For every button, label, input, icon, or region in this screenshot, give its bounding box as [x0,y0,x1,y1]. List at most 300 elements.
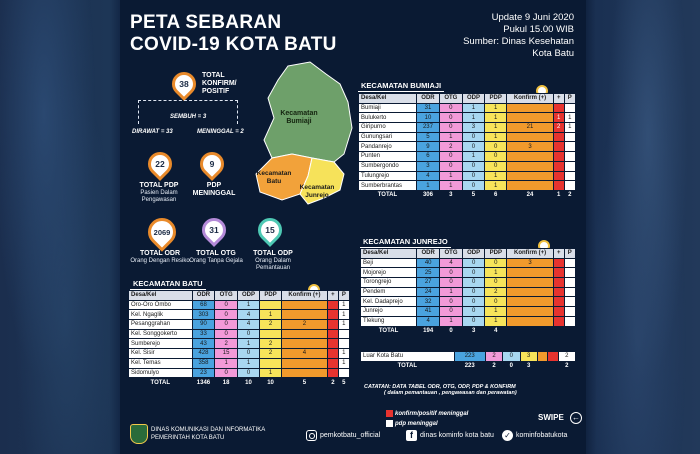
table-cell: 1 [485,268,507,278]
total-cell: 3 [520,361,537,371]
row-label: Pesanggrahan [129,320,193,330]
legend-konfirm-text: konfirm/positif meninggal [395,411,469,418]
table-cell: 1 [338,320,349,330]
sembuh-text: SEMBUH = 3 [170,114,207,120]
table-cell: 0 [462,278,485,288]
table-cell [328,339,339,349]
odr-label: TOTAL ODR [139,250,181,257]
row-label: Mojorejo [361,268,417,278]
table-cell: 0 [237,349,259,359]
table-row [129,300,350,310]
odr-sub: Orang Dengan Resiko [130,258,190,264]
table-total-row [361,361,576,371]
bumiaji-table [358,93,576,201]
table-cell: 68 [192,300,215,310]
update-info [463,12,574,60]
table-cell: 0 [440,161,463,171]
row-label: Kel. Sisir [129,349,193,359]
table-cell [564,287,575,297]
twitter-icon: ✓ [502,430,513,441]
row-label: Luar Kota Batu [361,352,455,362]
row-label: Junrejo [361,307,417,317]
table-cell: 4 [440,258,463,268]
table-cell: 0 [462,268,485,278]
row-label: Sumbergondo [359,161,417,171]
update-source: Sumber: Dinas Kesehatan [463,36,574,47]
table-cell: 2 [485,287,507,297]
pdp-pin-icon [143,147,177,181]
table-row [361,278,576,288]
table-cell: 0 [485,278,507,288]
table-cell [553,142,564,152]
pdp-stat [128,182,190,204]
konfirm-pin-icon [167,67,201,101]
table-cell [553,316,564,326]
dirawat-text: DIRAWAT = 33 [132,129,173,135]
table-cell [328,310,339,320]
table-total-row [129,378,350,388]
table-cell: 0 [462,161,485,171]
row-label: Kel. Dadaprejo [361,297,417,307]
catatan-note [364,384,574,396]
table-cell: 2 [440,142,463,152]
odp-label: TOTAL ODP [253,250,293,257]
row-label: Pandanrejo [359,142,417,152]
table-cell: 43 [192,339,215,349]
table-cell: 0 [440,278,463,288]
table-cell: 3 [507,258,554,268]
table-cell: 1 [260,310,282,320]
table-cell [281,368,327,378]
table-cell [564,316,575,326]
table-cell: 0 [237,329,259,339]
table-cell: 0 [462,287,485,297]
table-cell: 3 [416,161,439,171]
dinas-line-1: DINAS KOMUNIKASI DAN INFORMATIKA [151,427,266,433]
red-plus-icon [386,410,393,417]
table-cell [553,152,564,162]
table-cell: 1 [237,358,259,368]
table-cell: 33 [192,329,215,339]
total-cell: 18 [215,378,237,388]
table-cell: 1 [237,339,259,349]
table-cell [260,329,282,339]
total-cell: 24 [507,190,554,200]
pdp-meninggal-label: PDP MENINGGAL [192,182,236,197]
total-label: TOTAL [359,190,417,200]
table-cell: 1 [485,123,507,133]
table-cell: 4 [237,310,259,320]
table-cell [564,132,575,142]
title-line-2: COVID-19 KOTA BATU [130,34,337,55]
column-header: + [328,291,339,301]
table-cell: 0 [440,123,463,133]
table-cell [328,349,339,359]
legend-konfirm-meninggal [386,410,468,417]
table-cell [553,181,564,191]
table-cell: 0 [485,161,507,171]
table-cell: 0 [440,307,463,317]
table-cell: 1 [338,358,349,368]
column-header: OTG [440,94,463,104]
table-cell: 0 [485,152,507,162]
table-total-row [361,326,576,336]
table-cell [564,258,575,268]
table-cell [507,132,554,142]
table-cell: 0 [215,310,237,320]
table-cell: 2 [260,320,282,330]
column-header: ODR [192,291,215,301]
table-cell: 1 [237,300,259,310]
table-row [359,142,576,152]
table-row [129,310,350,320]
batu-title: KECAMATAN BATU [130,278,206,290]
table-header-row [359,94,576,104]
footer-instagram[interactable] [306,430,380,441]
table-cell: 0 [215,300,237,310]
table-row [361,297,576,307]
table-cell: 2 [558,352,575,362]
total-cell: 1 [553,190,564,200]
pdp-value: 22 [155,159,165,169]
table-cell: 0 [215,329,237,339]
row-label: Kel. Songgokerto [129,329,193,339]
otg-stat [186,250,246,265]
table-cell: 1 [440,316,463,326]
row-label: Gunungsari [359,132,417,142]
table-cell: 0 [440,103,463,113]
instagram-handle: pemkotbatu_official [320,432,381,439]
update-date: Update 9 Juni 2020 [491,12,574,23]
table-cell: 1 [440,181,463,191]
table-cell [564,181,575,191]
row-label: Bumiaji [359,103,417,113]
table-cell [564,103,575,113]
table-cell: 24 [417,287,440,297]
column-header: + [553,94,564,104]
table-cell: 1 [440,171,463,181]
table-cell [507,297,554,307]
total-cell [553,326,564,336]
column-header: Desa/Kel [359,94,417,104]
table-cell [553,103,564,113]
twitter-handle: kominfobatukota [516,432,568,439]
table-cell: 27 [417,278,440,288]
table-cell [507,171,554,181]
konfirm-connector [138,100,238,124]
row-label: Tlekung [361,316,417,326]
facebook-handle: dinas kominfo kota batu [420,432,494,439]
column-header: P [564,94,575,104]
table-row [129,349,350,359]
table-cell: 0 [462,316,485,326]
table-cell: 2 [215,339,237,349]
poster-title [130,12,337,56]
total-cell: 5 [281,378,327,388]
table-cell [564,307,575,317]
table-header-row [129,291,350,301]
p-icon [386,420,393,427]
table-cell: 25 [417,268,440,278]
total-cell: 3 [440,190,463,200]
table-cell: 1 [485,113,507,123]
table-cell: 0 [485,297,507,307]
row-label: Kel. Ngaglik [129,310,193,320]
instagram-icon [306,430,317,441]
table-cell: 1 [338,349,349,359]
table-cell: 0 [440,113,463,123]
table-cell: 90 [192,320,215,330]
total-label: TOTAL [361,326,417,336]
odr-pin-icon [142,212,182,252]
konfirm-value: 38 [179,79,189,89]
table-cell: 0 [462,171,485,181]
total-cell [548,361,558,371]
table-cell [260,358,282,368]
table-cell: 40 [417,258,440,268]
table-cell [553,258,564,268]
row-label: Punten [359,152,417,162]
table-cell: 0 [462,132,485,142]
table-cell: 21 [507,123,554,133]
table-cell: 31 [416,103,439,113]
swipe-label: SWIPE [538,413,564,422]
row-label: Kel. Temas [129,358,193,368]
total-cell: 5 [462,190,485,200]
total-cell: 0 [503,361,520,371]
table-cell [564,278,575,288]
table-cell [281,300,327,310]
table-row [361,352,576,362]
table-cell: 4 [416,171,439,181]
total-cell: 1346 [192,378,215,388]
total-cell: 2 [485,361,502,371]
odr-value: 2069 [153,227,171,237]
total-cell: 10 [260,378,282,388]
konfirm-label: TOTAL KONFIRM/ POSITIF [202,72,237,95]
table-cell: 0 [215,320,237,330]
table-cell [553,307,564,317]
table-cell [537,352,547,362]
table-cell [553,287,564,297]
total-cell: 6 [485,190,507,200]
total-cell: 3 [462,326,485,336]
table-cell: 0 [462,297,485,307]
table-cell [553,132,564,142]
table-cell: 2 [553,123,564,133]
total-cell [507,326,554,336]
column-header: P [564,249,575,259]
table-cell [281,358,327,368]
blurred-background-left [0,0,110,454]
legend-pdp-text: pdp meninggal [395,421,438,428]
table-cell [548,352,558,362]
table-cell [507,113,554,123]
luar-kota-table [360,351,576,371]
table-row [359,152,576,162]
legend-pdp-meninggal [386,420,438,427]
table-cell [338,339,349,349]
footer-twitter[interactable] [502,430,567,441]
table-cell: 3 [507,142,554,152]
catatan-text: CATATAN: DATA TABEL ODR, OTG, ODP, PDP & KONFIRM [364,384,516,390]
table-row [129,339,350,349]
table-cell: 1 [416,181,439,191]
table-row [359,103,576,113]
table-cell: 1 [564,113,575,123]
arrow-left-icon[interactable]: ← [572,413,580,422]
table-cell: 4 [281,349,327,359]
table-cell: 0 [503,352,520,362]
table-cell: 1 [485,132,507,142]
table-cell [281,339,327,349]
title-line-1: PETA SEBARAN [130,12,282,33]
table-row [129,368,350,378]
table-cell [281,310,327,320]
table-row [359,181,576,191]
table-cell [507,268,554,278]
table-cell [553,278,564,288]
table-total-row [359,190,576,200]
table-cell [338,329,349,339]
table-cell [507,181,554,191]
table-row [129,358,350,368]
column-header: + [553,249,564,259]
table-cell [553,297,564,307]
map-label-junrejo: Kecamatan Junrejo [299,184,335,199]
kota-batu-logo-icon [130,424,148,444]
total-cell: 10 [237,378,259,388]
column-header: ODP [462,94,485,104]
table-cell: 6 [416,152,439,162]
total-cell: 5 [338,378,349,388]
odp-stat [242,250,304,272]
pdp-meninggal-value: 9 [209,159,215,169]
table-cell: 1 [462,152,485,162]
odp-value: 15 [265,225,275,235]
otg-value: 31 [209,225,219,235]
table-cell: 10 [416,113,439,123]
column-header: ODR [416,94,439,104]
infographic-poster [120,0,586,454]
table-cell [564,297,575,307]
table-cell: 1 [485,103,507,113]
table-cell: 5 [416,132,439,142]
table-header-row [361,249,576,259]
table-cell [507,278,554,288]
table-cell: 1 [215,358,237,368]
row-label: Sidomulyo [129,368,193,378]
table-cell: 2 [281,320,327,330]
table-cell: 1 [485,307,507,317]
total-cell: 4 [485,326,507,336]
row-label: Pendem [361,287,417,297]
table-cell: 4 [237,320,259,330]
total-cell: 223 [454,361,485,371]
table-row [129,320,350,330]
table-row [361,258,576,268]
table-cell: 223 [454,352,485,362]
meninggal-text: MENINGGAL = 2 [197,129,244,135]
table-cell [281,329,327,339]
column-header: PDP [260,291,282,301]
table-cell [553,268,564,278]
dinas-line-2: PEMERINTAH KOTA BATU [151,435,225,441]
table-cell: 1 [440,132,463,142]
otg-sub: Orang Tanpa Gejala [189,258,243,264]
pdp-label: TOTAL PDP [139,182,179,189]
table-cell: 0 [462,307,485,317]
footer-facebook[interactable] [406,430,494,441]
table-cell: 0 [462,181,485,191]
table-cell: 0 [440,297,463,307]
odp-sub: Orang Dalam Pemantauan [255,258,291,271]
table-cell: 237 [416,123,439,133]
row-label: Oro-Oro Ombo [129,300,193,310]
table-row [359,123,576,133]
otg-pin-icon [197,213,231,247]
table-cell: 303 [192,310,215,320]
table-cell: 358 [192,358,215,368]
catatan-sub: ( dalam pemantauan , pengawasan dan perawatan) [384,390,517,396]
table-cell: 15 [215,349,237,359]
table-cell [260,300,282,310]
total-label: TOTAL [129,378,193,388]
table-cell [338,368,349,378]
column-header: ODP [462,249,485,259]
table-cell: 1 [440,287,463,297]
table-row [359,113,576,123]
table-cell: 1 [485,181,507,191]
table-cell: 0 [462,258,485,268]
table-cell: 0 [215,368,237,378]
facebook-icon: f [406,430,417,441]
table-cell [507,103,554,113]
junrejo-title: KECAMATAN JUNREJO [360,236,451,248]
table-cell [564,152,575,162]
total-cell: 0 [440,326,463,336]
table-cell: 2 [260,349,282,359]
table-cell [564,171,575,181]
table-cell: 32 [417,297,440,307]
table-cell: 9 [416,142,439,152]
column-header: Desa/Kel [361,249,417,259]
table-cell: 4 [417,316,440,326]
table-cell: 2 [485,352,502,362]
batu-table [128,290,350,388]
table-row [361,307,576,317]
column-header: Konfirm (+) [507,94,554,104]
row-label: Sumberejo [129,339,193,349]
table-cell [507,287,554,297]
blurred-background-right [596,0,700,454]
table-cell: 41 [417,307,440,317]
table-cell [328,358,339,368]
table-cell [564,142,575,152]
column-header: OTG [440,249,463,259]
row-label: Tulungrejo [359,171,417,181]
table-cell: 0 [462,142,485,152]
table-cell [328,368,339,378]
table-cell: 1 [462,113,485,123]
table-cell [328,300,339,310]
column-header: OTG [215,291,237,301]
table-row [361,287,576,297]
table-cell: 3 [462,123,485,133]
table-cell [553,161,564,171]
table-row [129,329,350,339]
total-label: TOTAL [361,361,455,371]
